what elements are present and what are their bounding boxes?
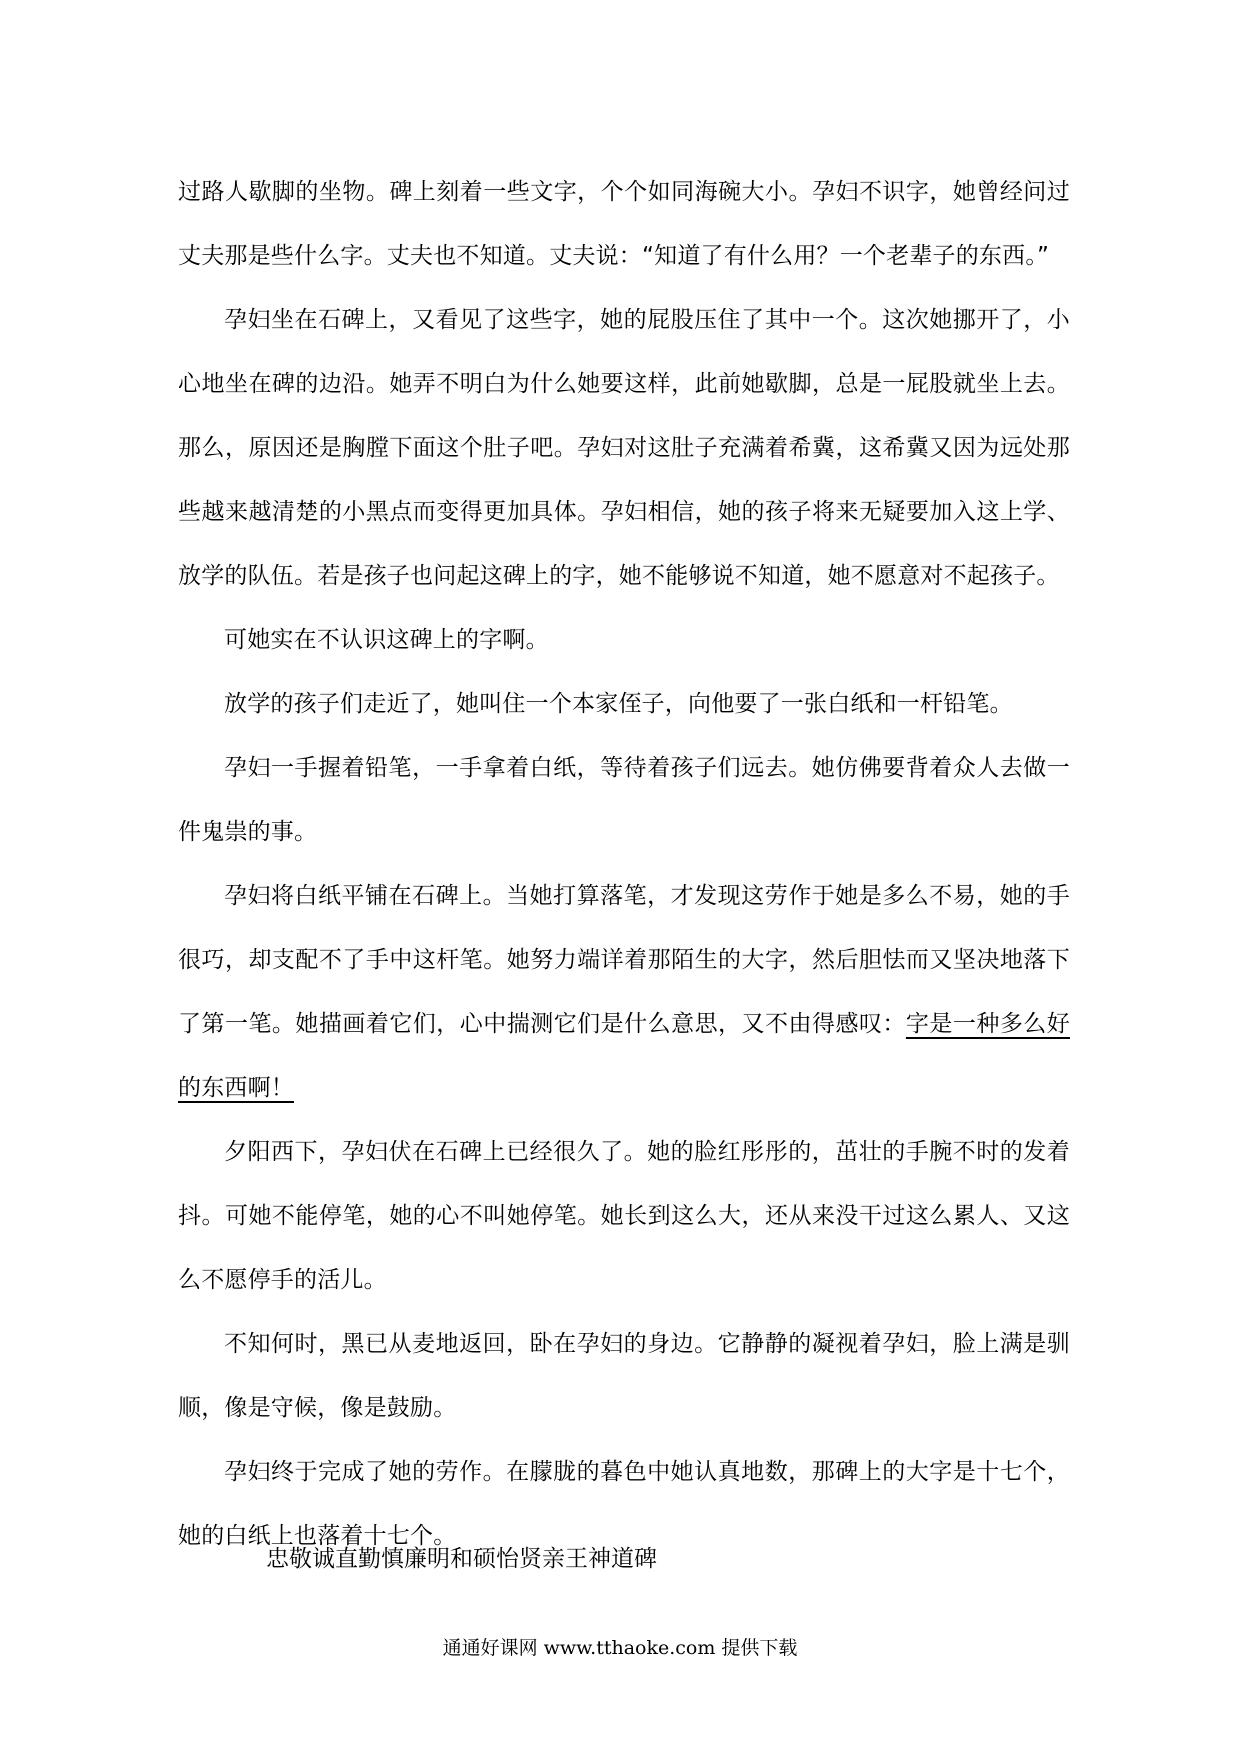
article-body [178,160,1070,1568]
paragraph-7-text: 夕阳西下，孕妇伏在石碑上已经很久了。她的脸红彤彤的，茁壮的手腕不时的发着抖。可她不能停笔，她的心不叫她停笔。她长到这么大，还从来没干过这么累人、又这么不愿停手的活儿。 [178,1139,1070,1293]
paragraph-3-text: 可她实在不认识这碑上的字啊。 [224,627,549,653]
paragraph-2 [178,288,1070,608]
paragraph-6 [178,864,1070,1120]
paragraph-6-text: 孕妇将白纸平铺在石碑上。当她打算落笔，才发现这劳作于她是多么不易，她的手很巧，却支配不了手中这杆笔。她努力端详着那陌生的大字，然后胆怯而又坚决地落下了第一笔。她描画着它们，心中揣测它们是什么意思，又不由得感叹： [178,883,1070,1037]
page-footer: 通通好课网 www.tthaoke.com 提供下载 [442,1637,798,1659]
paragraph-7 [178,1120,1070,1312]
paragraph-3 [178,608,1070,672]
paragraph-1 [178,160,1070,288]
paragraph-5 [178,736,1070,864]
paragraph-4 [178,672,1070,736]
paragraph-4-text: 放学的孩子们走近了，她叫住一个本家侄子，向他要了一张白纸和一杆铅笔。 [224,691,1013,717]
paragraph-5-text: 孕妇一手握着铅笔，一手拿着白纸，等待着孩子们远去。她仿佛要背着众人去做一件鬼祟的事。 [178,755,1070,845]
stele-inscription: 忠敬诚直勤慎廉明和硕怡贤亲王神道碑 [266,1546,657,1572]
paragraph-8 [178,1312,1070,1440]
paragraph-2-text: 孕妇坐在石碑上，又看见了这些字，她的屁股压住了其中一个。这次她挪开了，小心地坐在碑的边沿。她弄不明白为什么她要这样，此前她歇脚，总是一屁股就坐上去。那么，原因还是胸膛下面这个肚子吧。孕妇对这肚子充满着希冀，这希冀又因为远处那些越来越清楚的小黑点而变得更加具体。孕妇相信，她的孩子将来无疑要加入这上学、放学的队伍。若是孩子也问起这碑上的字，她不能够说不知道，她不愿意对不起孩子。 [178,307,1070,589]
paragraph-1-text: 过路人歇脚的坐物。碑上刻着一些文字，个个如同海碗大小。孕妇不识字，她曾经问过丈夫那是些什么字。丈夫也不知道。丈夫说：“知道了有什么用？一个老辈子的东西。” [178,179,1070,269]
paragraph-8-text: 不知何时，黑已从麦地返回，卧在孕妇的身边。它静静的凝视着孕妇，脸上满是驯顺，像是守候，像是鼓励。 [178,1331,1070,1421]
paragraph-9-text: 孕妇终于完成了她的劳作。在朦胧的暮色中她认真地数，那碑上的大字是十七个，她的白纸上也落着十七个。 [178,1459,1070,1549]
underlined-sentence: 字是一种多么好的东西啊！ [178,1011,1070,1101]
